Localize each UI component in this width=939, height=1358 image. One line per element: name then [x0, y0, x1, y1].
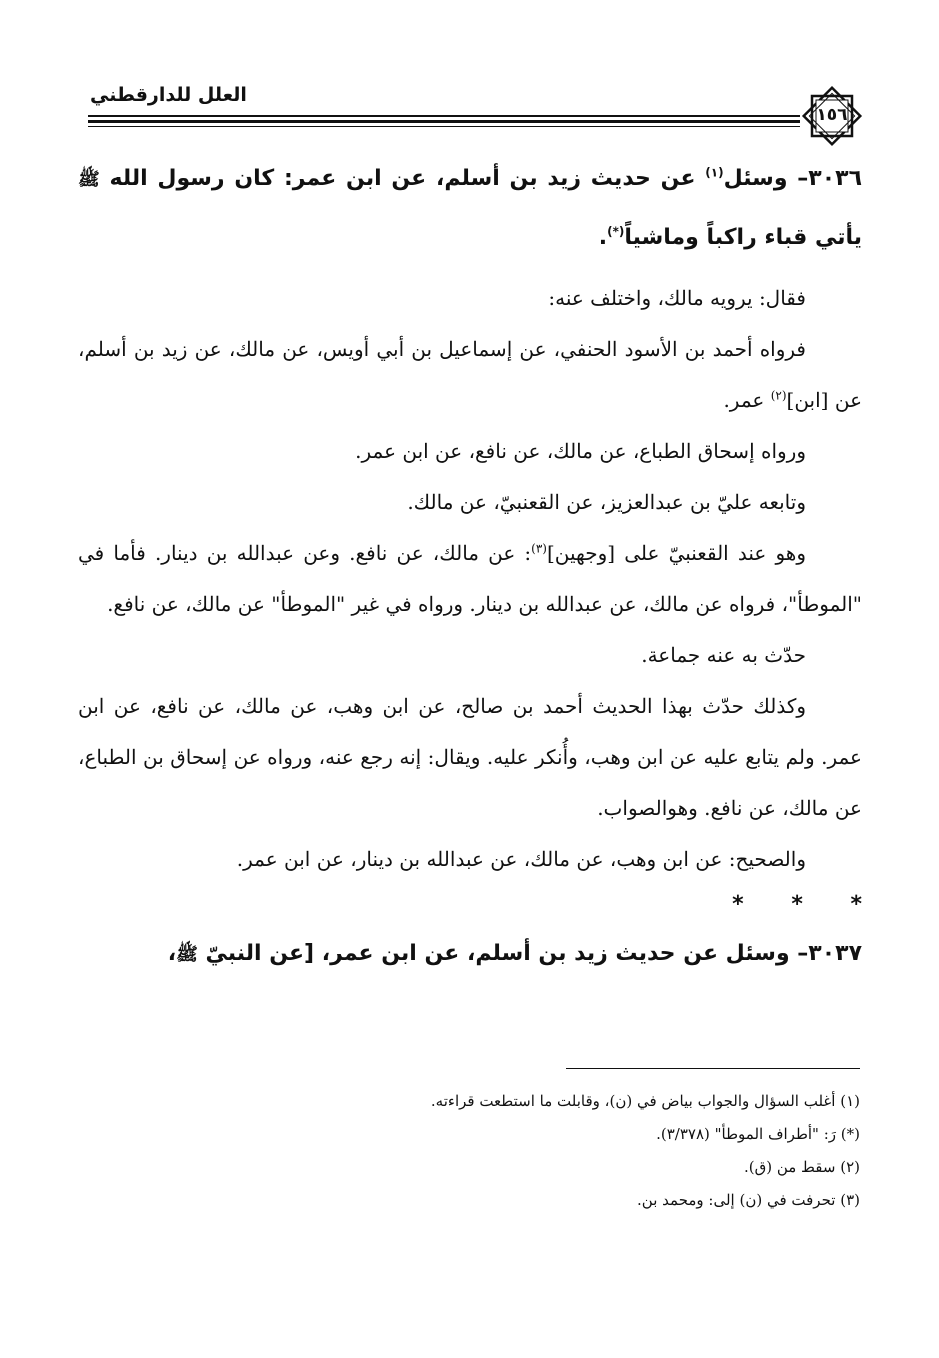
main-text: [78, 150, 862, 984]
paragraph-8: والصحيح: عن ابن وهب، عن مالك، عن عبدالله بن دينار، عن ابن عمر.: [236, 847, 806, 871]
page-number: ١٥٦: [816, 105, 848, 125]
header-rule-bottom: [88, 126, 800, 127]
paragraph-5: [78, 528, 862, 630]
entry-3036-text-1: وسئل: [723, 166, 788, 191]
paragraph-2-text-a: فرواه أحمد بن الأسود الحنفي، عن إسماعيل بن أبي أويس، عن مالك، عن زيد بن أسلم، عن [ابن]: [78, 337, 862, 412]
entry-3036-heading: [78, 150, 862, 267]
header-rule-middle: [88, 120, 800, 123]
paragraph-4: وتابعه عليّ بن عبدالعزيز، عن القعنبيّ، عن مالك.: [407, 490, 806, 514]
footnote-1: (١) أغلب السؤال والجواب بياض في (ن)، وقابلت ما استطعت قراءته.: [430, 1092, 860, 1110]
entry-3036-text-4: .: [598, 225, 608, 250]
footnote-ref-2[interactable]: (٢): [770, 388, 787, 403]
footnote-ref-3[interactable]: (٣): [531, 541, 547, 556]
entry-3037-heading: [78, 925, 862, 984]
paragraph-2: [78, 324, 862, 426]
paragraph-1: فقال: يرويه مالك، واختلف عنه:: [548, 286, 806, 310]
footnote-2: (٢) سقط من (ق).: [743, 1158, 860, 1176]
entry-3036-text-3: يأتي قباء راكباً وماشياً: [624, 225, 862, 250]
header-rule-top: [88, 115, 800, 117]
entry-3036-number: ٣٠٣٦–: [797, 166, 862, 191]
paragraph-3: ورواه إسحاق الطباع، عن مالك، عن نافع، عن ابن عمر.: [355, 439, 806, 463]
footnote-ref-star[interactable]: (*): [607, 224, 625, 239]
paragraph-6: حدّث به عنه جماعة.: [641, 643, 806, 667]
paragraph-5-text-a: وهو عند القعنبيّ على [وجهين]: [546, 541, 806, 565]
footnotes: [300, 1085, 860, 1217]
footnote-separator-rule: [566, 1068, 860, 1069]
paragraph-7: وكذلك حدّث بهذا الحديث أحمد بن صالح، عن ابن وهب، عن مالك، عن نافع، عن ابن عمر. ولم يتابع عليه عن ابن وهب، وأُنكر عليه. ويقال: إنه رجع عنه، ورواه عن إسحاق بن الطباع، عن مالك، عن نافع. وهوالصواب.: [78, 694, 862, 820]
footnote-ref-1[interactable]: (١): [705, 165, 724, 180]
footnote-star: (*) رَ: "أطراف الموطأ" (٣/٣٧٨).: [656, 1125, 860, 1143]
running-header-title: العلل للدارقطني: [90, 84, 247, 106]
entry-3036-text-2: عن حديث زيد بن أسلم، عن ابن عمر: كان رسول الله: [99, 166, 706, 191]
paragraph-5-text-b: : عن مالك، عن نافع. وعن عبدالله بن دينار. فأما في "الموطأ"، فرواه عن مالك، عن عبدالله بن دينار. ورواه في غير "الموطأ" عن مالك، عن نافع.: [78, 541, 862, 616]
page-number-badge: [800, 84, 864, 148]
footnote-3: (٣) تحرفت في (ن) إلى: ومحمد بن.: [637, 1191, 860, 1209]
entry-3037-tail: ،: [167, 941, 177, 966]
salla-ligature: ﷺ: [78, 169, 100, 190]
salla-ligature-2: ﷺ: [176, 944, 198, 965]
section-separator: * * *: [732, 892, 862, 917]
paragraph-2-text-b: عمر.: [723, 388, 771, 412]
entry-3037-text: وسئل عن حديث زيد بن أسلم، عن ابن عمر، [عن النبيّ: [197, 941, 798, 966]
entry-3037-number: ٣٠٣٧–: [797, 941, 862, 966]
